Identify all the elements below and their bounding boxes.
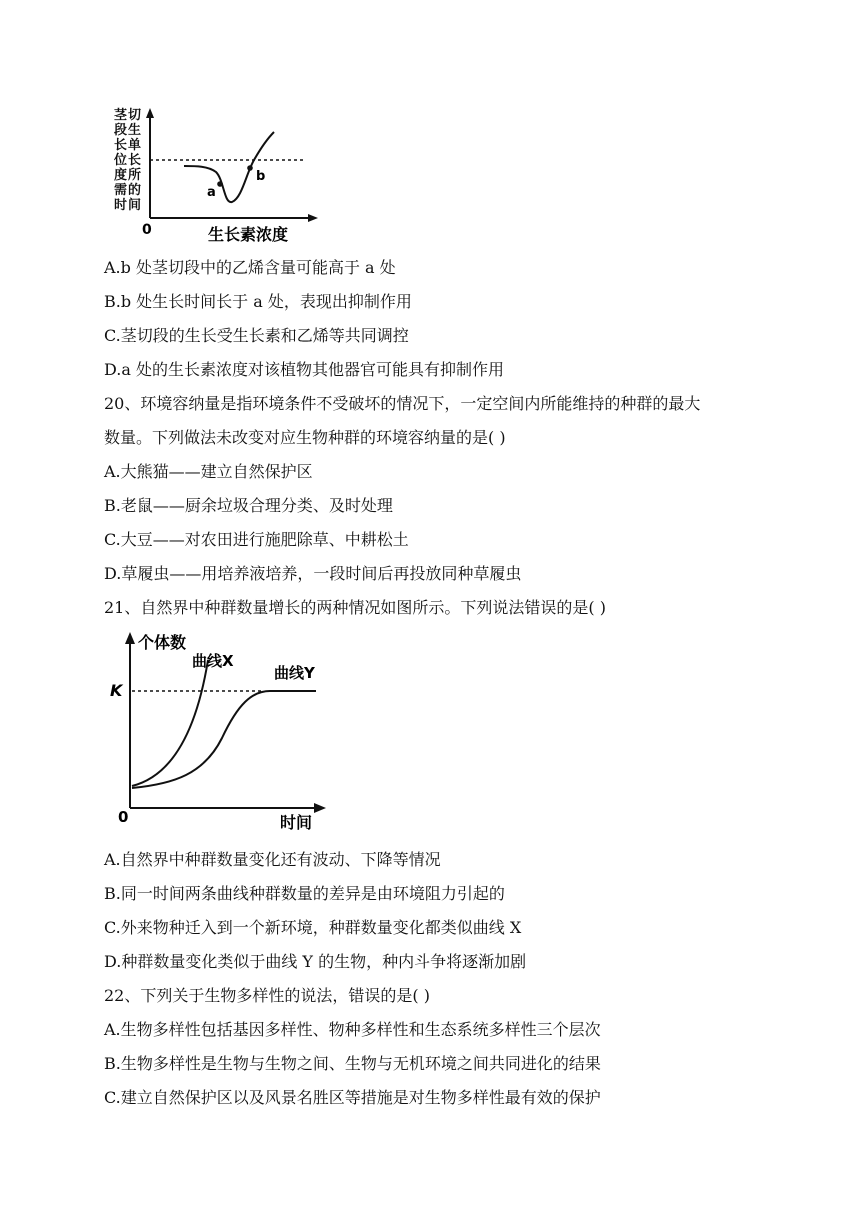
q19-option-d: D.a 处的生长素浓度对该植物其他器官可能具有抑制作用 [104,360,504,379]
svg-text:时: 时 [114,198,128,213]
svg-text:需: 需 [114,183,128,198]
svg-text:切: 切 [128,108,142,123]
curve-x-label: 曲线X [192,652,234,670]
y-axis-arrow [146,108,154,118]
q22-stem: 22、下列关于生物多样性的说法，错误的是( ) [104,986,430,1005]
svg-text:间: 间 [128,198,142,213]
q22-option-b: B.生物多样性是生物与生物之间、生物与无机环境之间共同进化的结果 [104,1054,601,1073]
q21-option-d: D.种群数量变化类似于曲线 Y 的生物，种内斗争将逐渐加剧 [104,952,527,971]
q20-stem-line2: 数量。下列做法未改变对应生物种群的环境容纳量的是( ) [104,428,506,447]
q21-option-b: B.同一时间两条曲线种群数量的差异是由环境阻力引起的 [104,884,505,903]
q19-option-a: A.b 处茎切段中的乙烯含量可能高于 a 处 [104,258,396,277]
origin-label: 0 [142,222,152,238]
svg-text:生: 生 [128,123,142,138]
q21-option-c: C.外来物种迁入到一个新环境，种群数量变化都类似曲线 X [104,918,522,937]
x-axis-arrow [308,214,318,222]
q22-option-c: C.建立自然保护区以及风景名胜区等措施是对生物多样性最有效的保护 [104,1088,601,1107]
svg-text:度: 度 [114,168,128,183]
x-axis-arrow [314,803,326,813]
curve-x-j-shaped [132,660,208,786]
svg-text:位: 位 [114,153,128,168]
point-b-label: b [256,169,266,184]
q20-option-c: C.大豆——对农田进行施肥除草、中耕松土 [104,530,409,549]
svg-text:单: 单 [128,138,142,153]
y-axis-arrow [125,632,135,644]
y-axis-label: 个体数 [138,633,187,652]
x-axis-label: 时间 [280,813,313,832]
q19-option-b: B.b 处生长时间长于 a 处，表现出抑制作用 [104,292,412,311]
figure-population-growth [104,626,344,836]
q20-option-b: B.老鼠——厨余垃圾合理分类、及时处理 [104,496,393,515]
q19-option-c: C.茎切段的生长受生长素和乙烯等共同调控 [104,326,409,345]
point-a-label: a [207,185,216,200]
k-label: K [110,681,123,700]
curve-y-label: 曲线Y [274,664,315,682]
point-a-marker [217,181,223,187]
svg-text:长: 长 [128,153,142,168]
svg-text:段: 段 [114,123,128,138]
q20-option-d: D.草履虫——用培养液培养，一段时间后再投放同种草履虫 [104,564,522,583]
q20-option-a: A.大熊猫——建立自然保护区 [104,462,313,481]
growth-time-curve [184,132,274,202]
curve-y-s-shaped [132,691,316,788]
x-axis-label: 生长素浓度 [208,225,289,244]
svg-text:茎: 茎 [114,108,128,123]
y-axis-label [113,107,141,213]
q21-option-a: A.自然界中种群数量变化还有波动、下降等情况 [104,850,441,869]
point-b-marker [247,165,253,171]
svg-text:的: 的 [128,183,142,198]
svg-text:所: 所 [128,168,142,183]
q22-option-a: A.生物多样性包括基因多样性、物种多样性和生态系统多样性三个层次 [104,1020,601,1039]
q20-stem-line1: 20、环境容纳量是指环境条件不受破坏的情况下，一定空间内所能维持的种群的最大 [104,394,701,413]
figure-auxin-growth [104,100,324,248]
svg-text:长: 长 [114,138,128,153]
q21-stem: 21、自然界中种群数量增长的两种情况如图所示。下列说法错误的是( ) [104,598,606,617]
origin-label: 0 [118,808,129,826]
